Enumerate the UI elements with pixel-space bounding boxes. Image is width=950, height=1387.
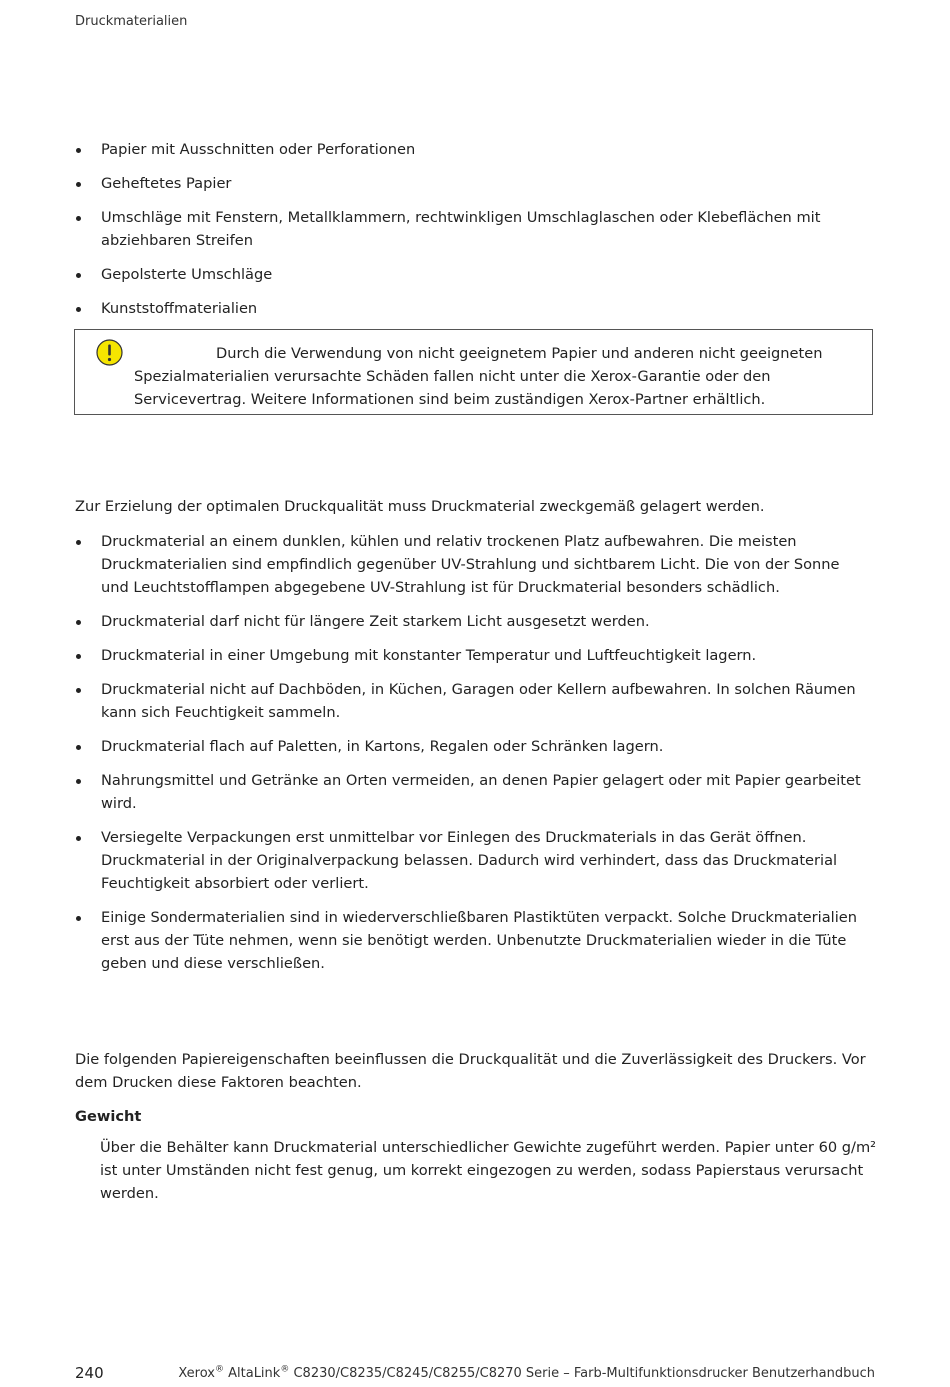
list-item-text: Versiegelte Verpackungen erst unmittelbar vor Einlegen des Druckmaterials in das Gerät öffnen. Druckmaterial in der Originalverpackung belassen. Dadurch wird verhindert, dass das Druckmaterial Feuchtigkeit absorbiert oder verliert.	[101, 829, 838, 892]
footer-models: C8230/C8235/C8245/C8255/C8270 Serie – Farb-Multifunktionsdrucker Benutzerhandbuch	[293, 1366, 875, 1381]
weight-heading: Gewicht	[75, 1108, 142, 1125]
list-item	[75, 610, 870, 633]
list-item-text: Kunststoffmaterialien	[101, 300, 258, 317]
caution-note	[74, 329, 873, 415]
list-item-text: Druckmaterial in einer Umgebung mit konstanter Temperatur und Luftfeuchtigkeit lagern.	[101, 647, 757, 664]
list-item-text: Druckmaterial flach auf Paletten, in Kartons, Regalen oder Schränken lagern.	[101, 738, 664, 755]
list-item	[75, 735, 870, 758]
bullet-icon	[76, 620, 81, 625]
list-item	[75, 206, 875, 252]
list-item	[75, 530, 870, 599]
list-item-text: Gepolsterte Umschläge	[101, 266, 273, 283]
bullet-icon	[76, 779, 81, 784]
list-item-text: Druckmaterial an einem dunklen, kühlen und relativ trockenen Platz aufbewahren. Die meisten Druckmaterialien sind empfindlich gegenüber UV-Strahlung und sichtbarem Licht. Die von der Sonne und Leuchtstofflampen abgegebene UV-Strahlung ist für Druckmaterial besonders schädlich.	[101, 533, 840, 596]
list-item	[75, 297, 875, 320]
unsuitable-media-list	[75, 138, 875, 320]
list-item-text: Geheftetes Papier	[101, 175, 232, 192]
bullet-icon	[76, 182, 81, 187]
bullet-icon	[76, 307, 81, 312]
footer-product-title	[178, 1365, 875, 1383]
list-item	[75, 138, 875, 161]
registered-mark: ®	[214, 1364, 224, 1375]
weight-description: Über die Behälter kann Druckmaterial unterschiedlicher Gewichte zugeführt werden. Papier unter 60 g/m² ist unter Umständen nicht fest genug, um korrekt eingezogen zu werden, sodass Papierstaus verursacht werden.	[100, 1139, 877, 1202]
list-item	[75, 906, 870, 975]
properties-intro: Die folgenden Papiereigenschaften beeinflussen die Druckqualität und die Zuverlässigkeit des Druckers. Vor dem Drucken diese Faktoren beachten.	[75, 1051, 866, 1091]
list-item	[75, 678, 870, 724]
bullet-icon	[76, 273, 81, 278]
list-item-text: Papier mit Ausschnitten oder Perforationen	[101, 141, 416, 158]
list-item-text: Druckmaterial nicht auf Dachböden, in Küchen, Garagen oder Kellern aufbewahren. In solchen Räumen kann sich Feuchtigkeit sammeln.	[101, 681, 856, 721]
page-number: 240	[75, 1364, 104, 1382]
footer-product: AltaLink	[228, 1366, 281, 1381]
bullet-icon	[76, 654, 81, 659]
bullet-icon	[76, 745, 81, 750]
list-item	[75, 172, 875, 195]
caution-note-text: Durch die Verwendung von nicht geeignetem Papier und anderen nicht geeigneten Spezialmaterialien verursachte Schäden fallen nicht unter die Xerox-Garantie oder den Servicevertrag. Weitere Informationen sind beim zuständigen Xerox-Partner erhältlich.	[134, 345, 823, 408]
storage-guidelines-list	[75, 530, 870, 975]
bullet-icon	[76, 916, 81, 921]
list-item	[75, 644, 870, 667]
list-item	[75, 826, 870, 895]
list-item	[75, 769, 870, 815]
bullet-icon	[76, 216, 81, 221]
list-item-text: Druckmaterial darf nicht für längere Zeit starkem Licht ausgesetzt werden.	[101, 613, 650, 630]
bullet-icon	[76, 836, 81, 841]
list-item	[75, 263, 875, 286]
bullet-icon	[76, 540, 81, 545]
registered-mark: ®	[280, 1364, 290, 1375]
list-item-text: Einige Sondermaterialien sind in wiederverschließbaren Plastiktüten verpackt. Solche Druckmaterialien erst aus der Tüte nehmen, wenn sie benötigt werden. Unbenutzte Druckmaterialien wieder in die Tüte geben und diese verschließen.	[101, 909, 857, 972]
running-header: Druckmaterialien	[75, 14, 188, 29]
storage-intro: Zur Erzielung der optimalen Druckqualität muss Druckmaterial zweckgemäß gelagert werden.	[75, 498, 765, 515]
warning-icon	[96, 339, 123, 366]
list-item-text: Umschläge mit Fenstern, Metallklammern, rechtwinkligen Umschlaglaschen oder Klebeflächen mit abziehbaren Streifen	[101, 209, 821, 249]
footer-brand: Xerox	[178, 1366, 215, 1381]
bullet-icon	[76, 148, 81, 153]
bullet-icon	[76, 688, 81, 693]
list-item-text: Nahrungsmittel und Getränke an Orten vermeiden, an denen Papier gelagert oder mit Papier gearbeitet wird.	[101, 772, 861, 812]
